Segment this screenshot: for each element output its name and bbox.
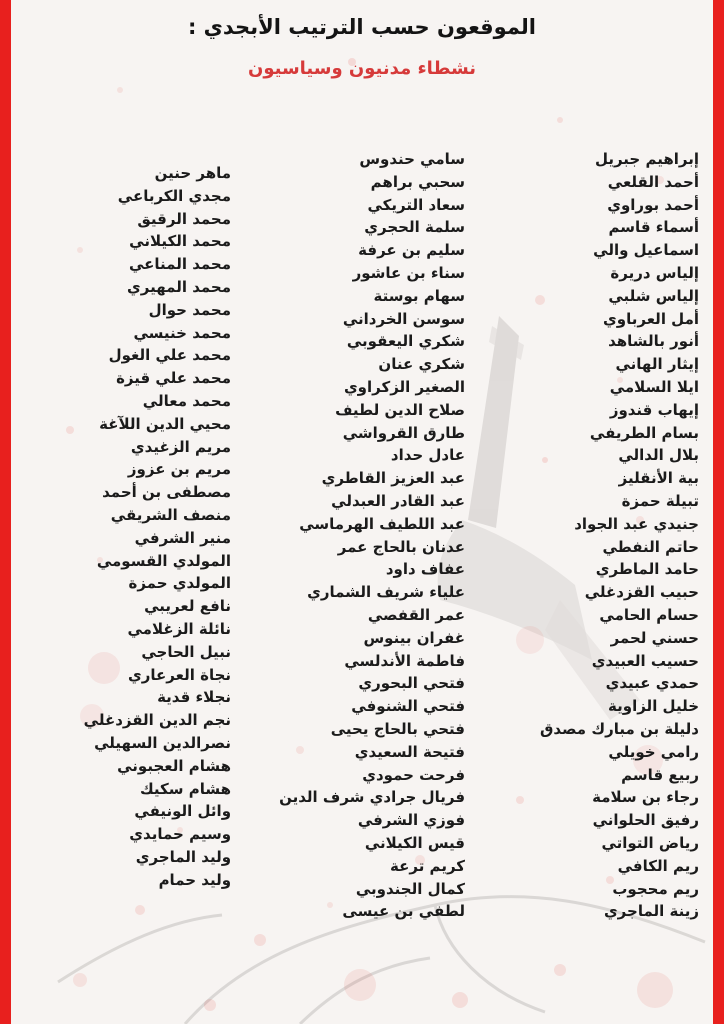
signatory-name: خليل الزاوية [608, 697, 699, 716]
signatory-name: بية الأنقليز [618, 469, 699, 488]
signatory-name: عادل حداد [390, 446, 466, 465]
signatory-name: فتحي بالحاج يحيى [330, 719, 466, 738]
signatory-name: ريم الكافي [617, 856, 699, 875]
signatory-name: سليم بن عرفة [358, 241, 466, 260]
signatory-name: حسيب العبيدي [591, 651, 699, 670]
signatory-name: إيثار الهاني [615, 355, 699, 374]
signatory-name: نصرالدين السهيلي [94, 733, 232, 752]
signatory-name: المولدي حمزة [128, 574, 232, 593]
signatory-name: لطفي بن عيسى [342, 902, 466, 921]
signatory-name: عمر القفصي [367, 605, 466, 624]
signatory-name: أحمد القلعي [607, 172, 699, 191]
left-red-border [0, 0, 11, 1024]
signatory-name: اسماعيل والي [593, 241, 699, 260]
signatory-name: مريم الزغيدي [130, 437, 232, 456]
signatory-name: نافع لعريبي [144, 597, 232, 616]
signatory-name: تبيلة حمزة [621, 491, 699, 510]
signatory-name: أحمد بوراوي [607, 195, 699, 214]
signatory-name: ايلا السلامي [609, 377, 699, 396]
signatory-name: محمد المهيري [127, 277, 232, 296]
signatory-name: فوزي الشرفي [357, 811, 466, 830]
signatory-name: محمد الرقيق [137, 209, 232, 228]
signatory-name: سوسن الخرداني [342, 309, 466, 328]
signatory-name: شكري اليعقوبي [346, 332, 466, 351]
signatory-name: نبيل الحاجي [141, 642, 232, 661]
signatory-name: زينة الماجري [603, 902, 699, 921]
signatory-name: بسام الطريفي [589, 423, 699, 442]
right-red-border [713, 0, 724, 1024]
page-subtitle: نشطاء مدنيون وسياسيون [247, 58, 477, 79]
signatory-name: حسني لحمر [610, 628, 699, 647]
signatory-name: عبد القادر العبدلي [331, 491, 466, 510]
signatory-name: حبيب القزدغلي [584, 583, 699, 602]
signatory-name: مجدي الكرباعي [117, 186, 232, 205]
signatory-name: علياء شريف الشماري [307, 583, 466, 602]
signatory-name: رفيق الحلواني [592, 811, 699, 830]
signatories-column-left [11, 148, 245, 923]
signatory-name: ربيع قاسم [621, 765, 699, 784]
signatory-name: وليد الماجري [135, 847, 232, 866]
signatory-name: ماهر حنين [154, 164, 232, 182]
signatory-name: نائلة الزغلامي [127, 619, 232, 638]
signatory-name: هشام سكيك [139, 779, 232, 798]
signatory-name: محيي الدين اللآغة [99, 414, 232, 433]
signatory-name: نجاة العرعاري [128, 665, 232, 684]
signatory-name: عدنان بالحاج عمر [337, 537, 466, 556]
signatory-name: محمد خنيسي [133, 323, 232, 342]
signatory-name: سلمة الحجري [364, 218, 466, 237]
signatory-name: حامد الماطري [595, 560, 699, 579]
signatory-name: محمد حوال [148, 300, 232, 319]
signatories-columns [11, 148, 713, 923]
signatory-name: الصغير الزكراوي [343, 377, 466, 396]
signatory-name: كمال الجندوبي [355, 879, 466, 898]
signatory-name: محمد علي الغول [108, 346, 232, 365]
signatory-name: أنور بالشاهد [608, 332, 699, 351]
signatory-name: أمل العرباوي [603, 309, 699, 328]
signatory-name: غفران بينوس [363, 628, 466, 647]
signatory-name: محمد الكيلاني [129, 232, 232, 251]
signatory-name: فتحي الشنوفي [351, 697, 466, 716]
signatory-name: حاتم النفطي [602, 537, 699, 556]
signatory-name: منير الشرفي [134, 528, 232, 547]
signatory-name: شكري عنان [378, 355, 466, 374]
signatory-name: فتحي البحوري [358, 674, 466, 693]
signatory-name: فريال جرادي شرف الدين [279, 788, 466, 807]
signatory-name: سعاد التريكي [367, 195, 466, 214]
signatory-name: رياض التواتي [601, 833, 699, 852]
signatory-name: وليد حمام [158, 870, 232, 889]
signatory-name: عبد العزيز القاطري [321, 469, 466, 488]
signatory-name: رامي خويلي [608, 742, 699, 761]
signatory-name: دليلة بن مبارك مصدق [539, 719, 699, 738]
signatory-name: وائل الونيفي [134, 802, 232, 821]
signatory-name: رجاء بن سلامة [592, 788, 699, 807]
signatory-name: أسماء قاسم [608, 218, 699, 237]
signatory-name: فاطمة الأندلسي [344, 651, 466, 670]
signatory-name: قيس الكيلاني [364, 833, 466, 852]
signatory-name: فتيحة السعيدي [354, 742, 466, 761]
signatory-name: حسام الحامي [599, 605, 699, 624]
page-title: الموقعون حسب الترتيب الأبجدي : [187, 15, 537, 39]
signatory-name: إيهاب قندوز [609, 400, 699, 419]
signatory-name: طارق القرواشي [342, 423, 466, 442]
signatory-name: بلال الدالي [618, 446, 699, 465]
signatory-name: منصف الشريقي [110, 505, 232, 524]
signatory-name: كريم ترعة [390, 856, 466, 875]
signatory-name: نجلاء قدية [157, 688, 232, 707]
signatories-column-middle [245, 148, 479, 923]
signatory-name: إبراهيم جبريل [594, 150, 699, 168]
signatory-name: محمد معالي [142, 391, 232, 410]
signatories-column-right [479, 148, 713, 923]
signatory-name: هشام العجبوني [117, 756, 232, 775]
signatory-name: سحبي براهم [370, 172, 466, 191]
signatory-name: وسيم حمايدي [129, 825, 232, 844]
signatory-name: ريم محجوب [612, 879, 699, 898]
signatory-name: نجم الدين القزدغلي [83, 711, 232, 730]
signatory-name: سناء بن عاشور [352, 263, 466, 282]
signatory-name: حمدي عبيدي [605, 674, 699, 693]
signatory-name: محمد علي قيزة [116, 369, 232, 388]
signatory-name: مصطفى بن أحمد [102, 483, 232, 502]
signatory-name: فرحت حمودي [362, 765, 466, 784]
signatory-name: إلياس شلبي [608, 286, 699, 305]
signatory-name: سامي حندوس [359, 150, 466, 168]
signatory-name: عفاف داود [385, 560, 466, 579]
signatory-name: عبد اللطيف الهرماسي [299, 514, 466, 533]
signatory-name: مريم بن عزوز [127, 460, 232, 479]
signatory-name: سهام بوستة [373, 286, 466, 305]
signatory-name: محمد المناعي [128, 255, 232, 274]
signatory-name: صلاح الدين لطيف [335, 400, 466, 419]
signatory-name: المولدي القسومي [96, 551, 232, 570]
signatory-name: جنيدي عبد الجواد [574, 514, 699, 533]
signatory-name: إلياس دريرة [610, 263, 699, 282]
